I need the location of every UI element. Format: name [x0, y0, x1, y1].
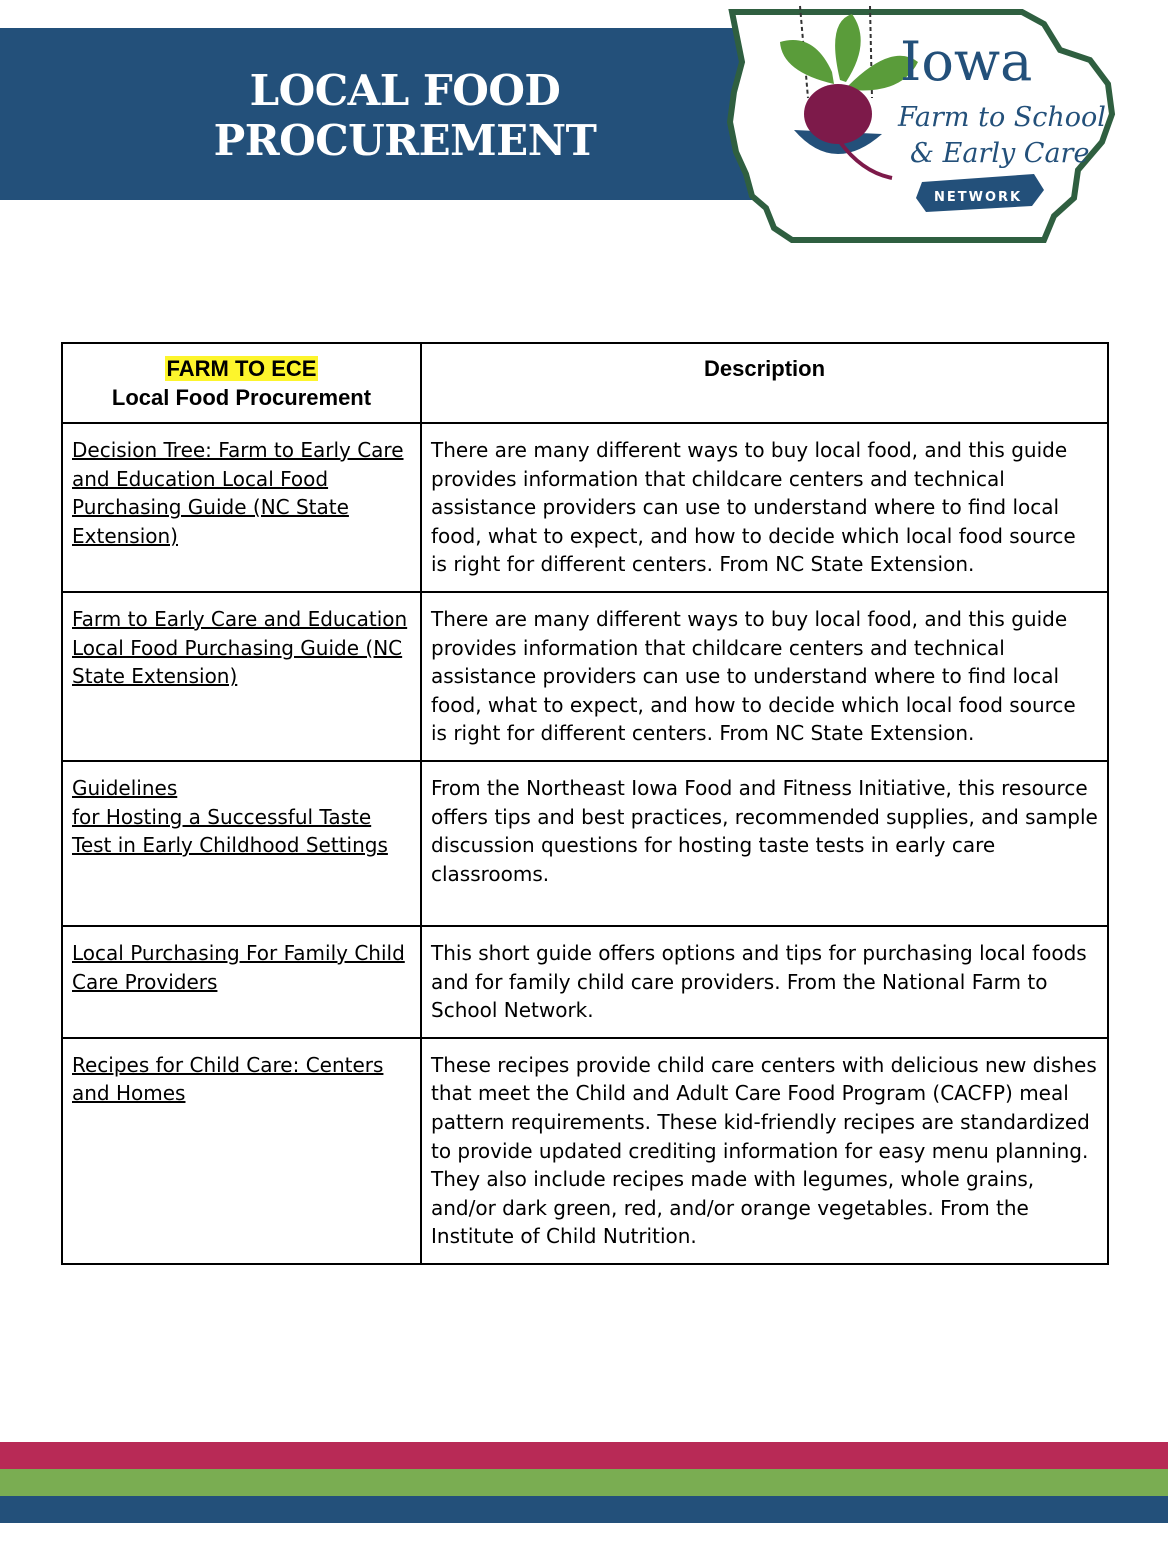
- page-title-line1: LOCAL FOOD: [249, 66, 561, 115]
- resource-description: There are many different ways to buy local food, and this guide provides information that childcare centers and technical assistance providers can use to understand where to find local food, what to expect, and how to decide which local food source is right for different centers. From NC State Extension.: [421, 423, 1108, 592]
- resource-link[interactable]: Farm to Early Care and Education Local Food Purchasing Guide (NC State Extension): [72, 606, 408, 689]
- resource-link-line1: Guidelines: [72, 775, 178, 800]
- beet-icon: [804, 84, 872, 144]
- resource-link-line2: for Hosting a Successful Taste Test in Early Childhood Settings: [72, 804, 388, 858]
- logo-word-early-care: & Early Care: [910, 138, 1090, 169]
- header-subtitle: Local Food Procurement: [111, 385, 372, 410]
- iowa-farm-to-school-logo: [722, 2, 1132, 254]
- page-title-line2: PROCUREMENT: [213, 116, 597, 165]
- logo-ribbon-text: NETWORK: [934, 190, 1023, 205]
- resource-description: From the Northeast Iowa Food and Fitness Initiative, this resource offers tips and best practices, recommended supplies, and sample discussion questions for hosting taste tests in early care classrooms.: [421, 761, 1108, 926]
- resource-link[interactable]: Local Purchasing For Family Child Care Providers: [72, 940, 405, 994]
- logo-word-iowa: Iowa: [900, 30, 1033, 93]
- resource-link[interactable]: [72, 776, 388, 857]
- table-row: [62, 1038, 1108, 1264]
- footer-stripe-navy: [0, 1496, 1168, 1523]
- resource-table: [61, 342, 1109, 1265]
- footer-stripe-green: [0, 1469, 1168, 1496]
- table-header-row: [62, 343, 1108, 423]
- header-cell-description: Description: [421, 343, 1108, 423]
- resource-link[interactable]: Decision Tree: Farm to Early Care and Education Local Food Purchasing Guide (NC State Extension): [72, 438, 404, 548]
- resource-description: This short guide offers options and tips for purchasing local foods and for family child care providers. From the National Farm to School Network.: [421, 926, 1108, 1038]
- page-title: [150, 66, 660, 166]
- table-row: [62, 761, 1108, 926]
- resource-description: There are many different ways to buy local food, and this guide provides information that childcare centers and technical assistance providers can use to understand where to find local food, what to expect, and how to decide which local food source is right for different centers. From NC State Extension.: [421, 592, 1108, 761]
- resource-link[interactable]: Recipes for Child Care: Centers and Homes: [72, 1052, 384, 1106]
- header-cell-category: [62, 343, 421, 423]
- table-row: [62, 592, 1108, 761]
- resource-description: These recipes provide child care centers with delicious new dishes that meet the Child and Adult Care Food Program (CACFP) meal pattern requirements. These kid-friendly recipes are standardized to provide updated crediting information for easy menu planning. They also include recipes made with legumes, whole grains, and/or dark green, red, and/or orange vegetables. From the Institute of Child Nutrition.: [421, 1038, 1108, 1264]
- logo-word-farm: Farm to School: [898, 102, 1106, 133]
- farm-to-ece-highlight: FARM TO ECE: [166, 356, 317, 381]
- table-row: [62, 926, 1108, 1038]
- table-row: [62, 423, 1108, 592]
- footer-stripe-magenta: [0, 1442, 1168, 1469]
